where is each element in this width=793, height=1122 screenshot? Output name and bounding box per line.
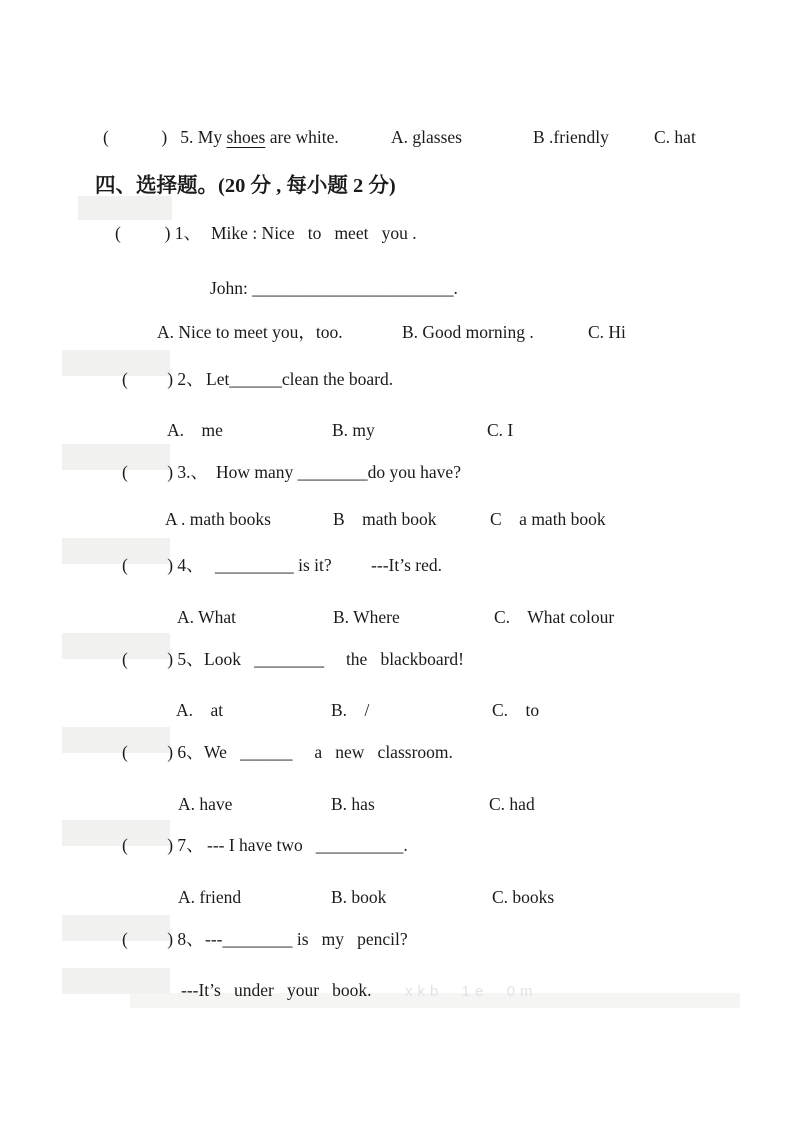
option-b: B. book <box>331 887 387 907</box>
option-c: C. hat <box>654 127 696 147</box>
scan-artifact <box>62 968 170 994</box>
option-b: B. has <box>331 794 375 814</box>
scan-artifact <box>78 196 172 220</box>
answer-blank-parens: ( ) 5、 <box>122 649 204 669</box>
option-c: C a math book <box>490 509 606 529</box>
answer-blank-parens: ( ) 1、 <box>115 223 202 243</box>
question-row-4 <box>0 553 442 579</box>
underlined-word: shoes <box>226 127 266 147</box>
question-stem: --- I have two __________. <box>207 835 408 855</box>
answer-blank-parens: ( ) 6、 <box>122 742 204 762</box>
carryover-item-text <box>103 125 339 149</box>
question-stem: Let______clean the board. <box>206 369 394 389</box>
option-c: C. I <box>487 420 514 440</box>
question-stem: _________ is it? ---It’s red. <box>215 555 442 575</box>
option-b: B. Good morning . <box>402 322 534 342</box>
option-a: A. me <box>167 420 223 440</box>
question-row-3 <box>0 460 461 486</box>
answer-blank-parens: ( ) 2、 <box>122 369 204 389</box>
question-row-2 <box>0 367 394 393</box>
option-a: A. have <box>178 794 233 814</box>
option-a: A. friend <box>178 887 242 907</box>
answer-blank-parens: ( ) 3.、 <box>122 462 209 482</box>
question-subline-1 <box>0 276 458 302</box>
option-b: B. my <box>332 420 375 440</box>
question-stem: Look ________ the blackboard! <box>204 649 465 669</box>
section-heading: 四、选择题。(20 分 , 每小题 2 分) <box>95 175 396 197</box>
option-a: A. at <box>176 700 224 720</box>
question-row-7 <box>0 833 408 859</box>
question-row-1 <box>0 221 417 247</box>
option-b: B. / <box>331 700 370 720</box>
question-stem: are white. <box>265 127 339 147</box>
options-row-4 <box>0 605 615 631</box>
options-row-1 <box>0 320 626 346</box>
answer-text: ---It’s under your book. <box>181 980 372 1000</box>
question-stem: How many ________do you have? <box>216 462 461 482</box>
option-b: B. Where <box>333 607 400 627</box>
question-stem: We ______ a new classroom. <box>204 742 453 762</box>
options-row-3 <box>0 507 606 533</box>
options-row-5 <box>0 698 540 724</box>
option-a: A. What <box>177 607 236 627</box>
option-b: B math book <box>333 509 437 529</box>
answer-blank-parens: ( ) 4、 <box>122 555 204 575</box>
question-stem: ---________ is my pencil? <box>205 929 408 949</box>
answer-blank-parens: ( ) 5. My <box>103 127 227 147</box>
options-row-2 <box>0 418 514 444</box>
option-c: C. had <box>489 794 535 814</box>
question-row-8 <box>0 927 408 953</box>
options-row-7 <box>0 885 555 911</box>
option-c: C. What colour <box>494 607 615 627</box>
option-a: A. Nice to meet you，too. <box>157 322 343 342</box>
question-stem: Mike : Nice to meet you . <box>211 223 417 243</box>
question-row-5 <box>0 647 465 673</box>
option-c: C. books <box>492 887 555 907</box>
watermark-text: xkb 1e 0m <box>405 983 538 1000</box>
option-a: A . math books <box>165 509 271 529</box>
option-b: B .friendly <box>533 127 609 147</box>
options-row-6 <box>0 792 535 818</box>
question-row-6 <box>0 740 453 766</box>
option-a: A. glasses <box>391 127 462 147</box>
question-subline-8 <box>0 978 538 1004</box>
answer-blank-parens: ( ) 8、 <box>122 929 204 949</box>
fill-blank-line: John: _______________________. <box>210 278 458 298</box>
carryover-item-row <box>0 125 696 151</box>
answer-blank-parens: ( ) 7、 <box>122 835 204 855</box>
option-c: C. Hi <box>588 322 626 342</box>
option-c: C. to <box>492 700 540 720</box>
